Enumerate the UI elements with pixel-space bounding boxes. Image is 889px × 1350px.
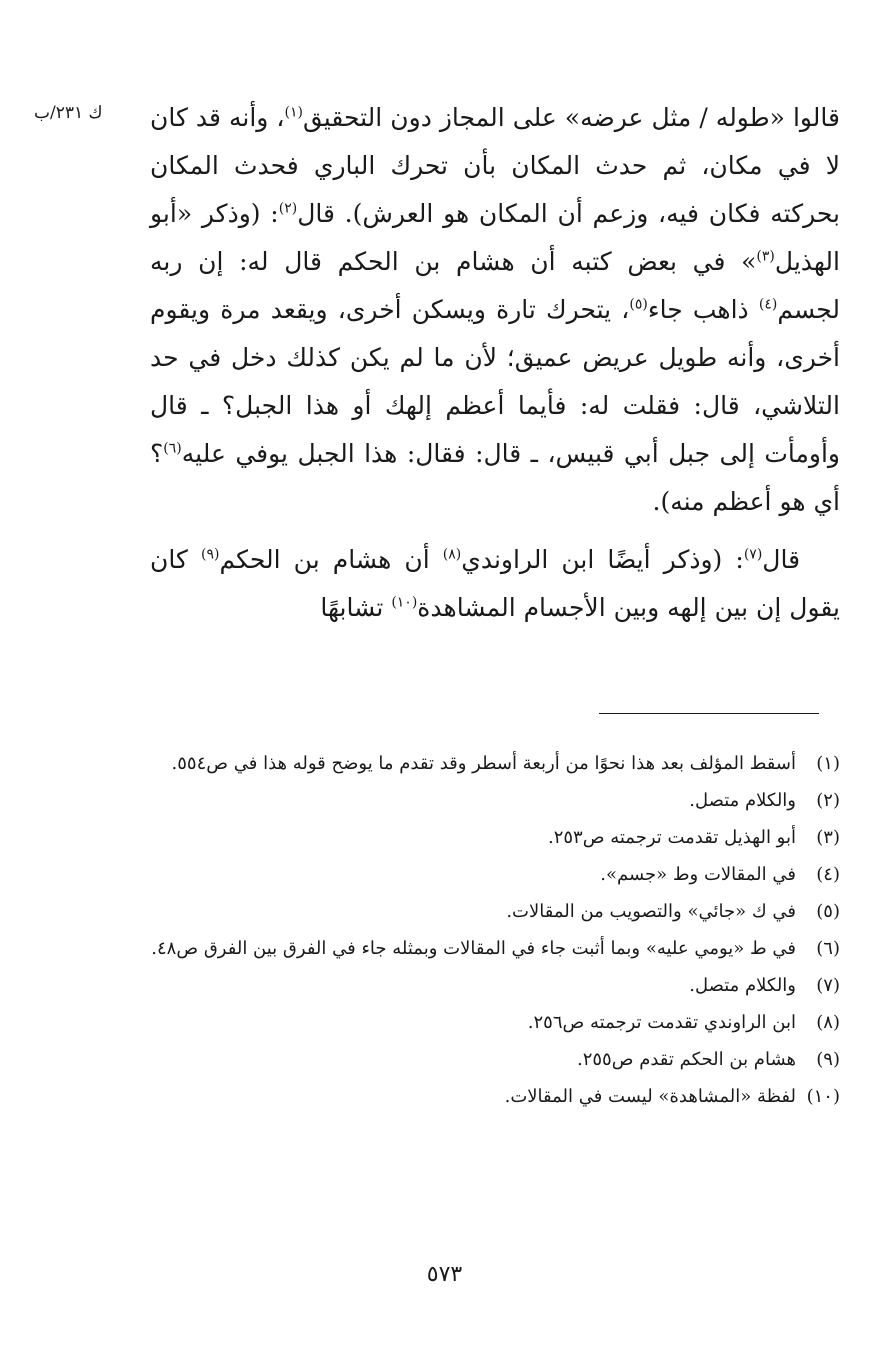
- footnote-text: في ط «يومي عليه» وبما أثبت جاء في المقالات وبمثله جاء في الفرق بين الفرق ص٤٨.: [151, 938, 796, 959]
- footnote-ref[interactable]: (٥): [629, 296, 648, 313]
- footnote-ref[interactable]: (٨): [442, 546, 462, 563]
- footnote-number: (٧): [816, 975, 840, 996]
- footnote-item: [150, 1009, 840, 1036]
- text-run: : (وذكر أيضًا ابن الراوندي: [461, 545, 744, 574]
- footnote-ref[interactable]: (١٠): [391, 594, 418, 611]
- footnote-number: (٥): [816, 901, 840, 922]
- page-number: ٥٧٣: [426, 1262, 463, 1287]
- text-run: قال: [762, 545, 801, 574]
- text-run: ، يتحرك تارة ويسكن أخرى، ويقعد مرة ويقوم أخرى، وأنه طويل عريض عميق؛ لأن ما لم يكن كذلك دخل في حد التلاشي، قال: فقلت له: فأيما أعظم إلهك أو هذا الجبل؟ ـ قال وأومأت إلى جبل أبي قبيس، ـ قال: فقال: هذا الجبل يوفي عليه: [150, 295, 840, 468]
- text-run: كان يقول إن بين إلهه وبين الأجسام المشاهدة: [150, 545, 840, 622]
- footnote-ref[interactable]: (٣): [756, 248, 775, 265]
- text-run: تشابهًا: [320, 593, 392, 622]
- footnote-item: [150, 861, 840, 888]
- footnote-number: (٣): [816, 827, 840, 848]
- footnote-text: في المقالات وط «جسم».: [600, 864, 796, 885]
- footnote-item: [150, 935, 840, 962]
- footnote-item: [150, 750, 840, 777]
- footnotes: [150, 750, 840, 1120]
- footnote-ref[interactable]: (١): [284, 104, 303, 121]
- footnote-text: ابن الراوندي تقدمت ترجمته ص٢٥٦.: [527, 1012, 796, 1033]
- paragraph-2: [150, 536, 840, 632]
- footnote-text: هشام بن الحكم تقدم ص٢٥٥.: [576, 1049, 796, 1070]
- text-run: قالوا «طوله / مثل عرضه» على المجاز دون التحقيق: [302, 103, 840, 132]
- text-run: » في بعض كتبه أن هشام بن الحكم قال له: إن ربه لجسم: [150, 247, 841, 324]
- footnote-item: [150, 787, 840, 814]
- footnote-number: (٨): [816, 1012, 840, 1033]
- footnote-number: (٤): [816, 864, 840, 885]
- footnote-item: [150, 824, 840, 851]
- footnote-text: لفظة «المشاهدة» ليست في المقالات.: [504, 1086, 796, 1107]
- text-run: ؟ أي هو أعظم منه).: [150, 439, 840, 516]
- footnote-item: [150, 1046, 840, 1073]
- footnote-text: أسقط المؤلف بعد هذا نحوًا من أربعة أسطر وقد تقدم ما يوضح قوله هذا في ص٥٥٤.: [171, 753, 796, 774]
- footnote-number: (٦): [816, 938, 840, 959]
- footnote-text: في ك «جائي» والتصويب من المقالات.: [506, 901, 796, 922]
- footnote-separator: [599, 713, 819, 714]
- footnote-item: [150, 972, 840, 999]
- footnote-ref[interactable]: (٧): [743, 546, 763, 563]
- footnote-number: (٢): [816, 790, 840, 811]
- footnote-ref[interactable]: (٢): [278, 200, 298, 217]
- text-run: أن هشام بن الحكم: [219, 545, 443, 574]
- footnote-text: أبو الهذيل تقدمت ترجمته ص٢٥٣.: [547, 827, 796, 848]
- text-run: ، وأنه قد كان لا في مكان، ثم حدث المكان بأن تحرك الباري فحدث المكان بحركته فكان فيه، وزعم أن المكان هو العرش). قال: [150, 103, 840, 228]
- manuscript-folio-note: ك ٢٣١/ب: [34, 103, 103, 123]
- footnote-text: والكلام متصل.: [689, 790, 796, 811]
- text-run: ذاهب جاء: [647, 295, 759, 324]
- footnote-text: والكلام متصل.: [689, 975, 796, 996]
- footnote-number: (١٠): [806, 1086, 840, 1107]
- footnote-number: (٩): [816, 1049, 840, 1070]
- main-text: [150, 94, 840, 632]
- footnote-ref[interactable]: (٩): [200, 546, 220, 563]
- footnote-number: (١): [816, 753, 840, 774]
- paragraph-1: [150, 94, 840, 526]
- footnote-ref[interactable]: (٤): [758, 296, 778, 313]
- footnote-ref[interactable]: (٦): [163, 440, 182, 457]
- text-run: : (وذكر «أبو الهذيل: [150, 199, 840, 276]
- footnote-item: [150, 1083, 840, 1110]
- footnote-item: [150, 898, 840, 925]
